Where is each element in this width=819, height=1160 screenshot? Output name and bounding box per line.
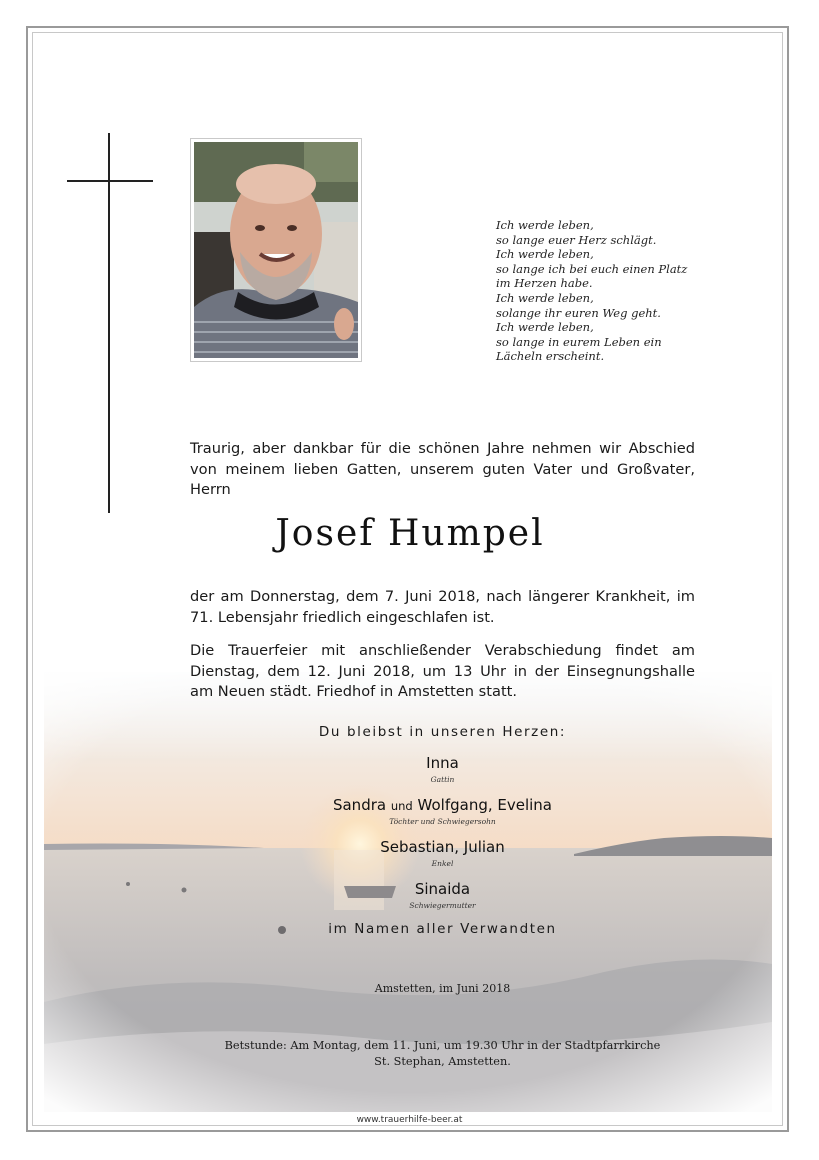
poem-line: Ich werde leben,	[496, 320, 594, 335]
funeral-notice-line: Die Trauerfeier mit anschließender Verabschiedung findet am	[190, 642, 695, 659]
mourner-relation: Gattin	[430, 775, 455, 784]
intro-text	[190, 439, 695, 501]
relatives-line: im Namen aller Verwandten	[328, 921, 557, 937]
cross-icon	[108, 133, 110, 513]
deceased-name: Josef Humpel	[275, 513, 545, 554]
intro-line: Traurig, aber dankbar für die schönen Jahre nehmen wir Abschied	[190, 440, 695, 457]
mourner-name	[190, 796, 695, 814]
mourner-relation: Töchter und Schwiegersohn	[389, 817, 496, 826]
poem-line: Ich werde leben,	[496, 290, 594, 305]
death-notice-line: der am Donnerstag, dem 7. Juni 2018, nach längerer Krankheit, im	[190, 588, 695, 605]
mourner-connector: und	[390, 799, 413, 813]
prayer-notice-line: Betstunde: Am Montag, dem 11. Juni, um 19.30 Uhr in der Stadtpfarrkirche	[224, 1039, 661, 1052]
poem-line: Ich werde leben,	[496, 218, 594, 232]
mourner-name-a: Sandra	[332, 796, 387, 814]
farewell-line: Du bleibst in unseren Herzen:	[318, 724, 567, 740]
prayer-notice-line: St. Stephan, Amstetten.	[374, 1055, 511, 1068]
poem-line: so lange ich bei euch einen Platz	[496, 261, 688, 276]
mourner-name: Inna	[426, 754, 459, 772]
portrait-photo	[190, 138, 362, 362]
poem-line: Lächeln erscheint.	[496, 349, 605, 364]
funeral-notice-line: Dienstag, dem 12. Juni 2018, um 13 Uhr in der Einsegnungshalle	[190, 662, 695, 680]
funeral-notice-line: am Neuen städt. Friedhof in Amstetten statt.	[190, 683, 518, 700]
intro-line: von meinem lieben Gatten, unserem guten Vater und Großvater,	[190, 460, 695, 478]
poem-line: im Herzen habe.	[496, 276, 593, 291]
mourner-name: Sinaida	[414, 880, 471, 898]
mourner-name-b: Wolfgang, Evelina	[417, 796, 553, 814]
poem-line: Ich werde leben,	[496, 247, 594, 262]
poem-line: so lange euer Herz schlägt.	[496, 232, 657, 247]
poem-line: solange ihr euren Weg geht.	[496, 305, 661, 320]
mourner-name: Sebastian, Julian	[380, 838, 505, 856]
intro-line: Herrn	[190, 481, 231, 498]
death-notice-line: 71. Lebensjahr friedlich eingeschlafen ist.	[190, 608, 495, 626]
death-notice	[190, 587, 695, 628]
cross-icon-beam	[67, 180, 153, 182]
poem	[496, 218, 736, 364]
website-link[interactable]: www.trauerhilfe-beer.at	[356, 1115, 463, 1125]
funeral-notice	[190, 641, 695, 703]
place-date: Amstetten, im Juni 2018	[374, 982, 511, 995]
poem-line: so lange in eurem Leben ein	[496, 334, 662, 349]
mourner-relation: Schwiegermutter	[409, 901, 476, 910]
mourner-relation: Enkel	[431, 859, 454, 868]
